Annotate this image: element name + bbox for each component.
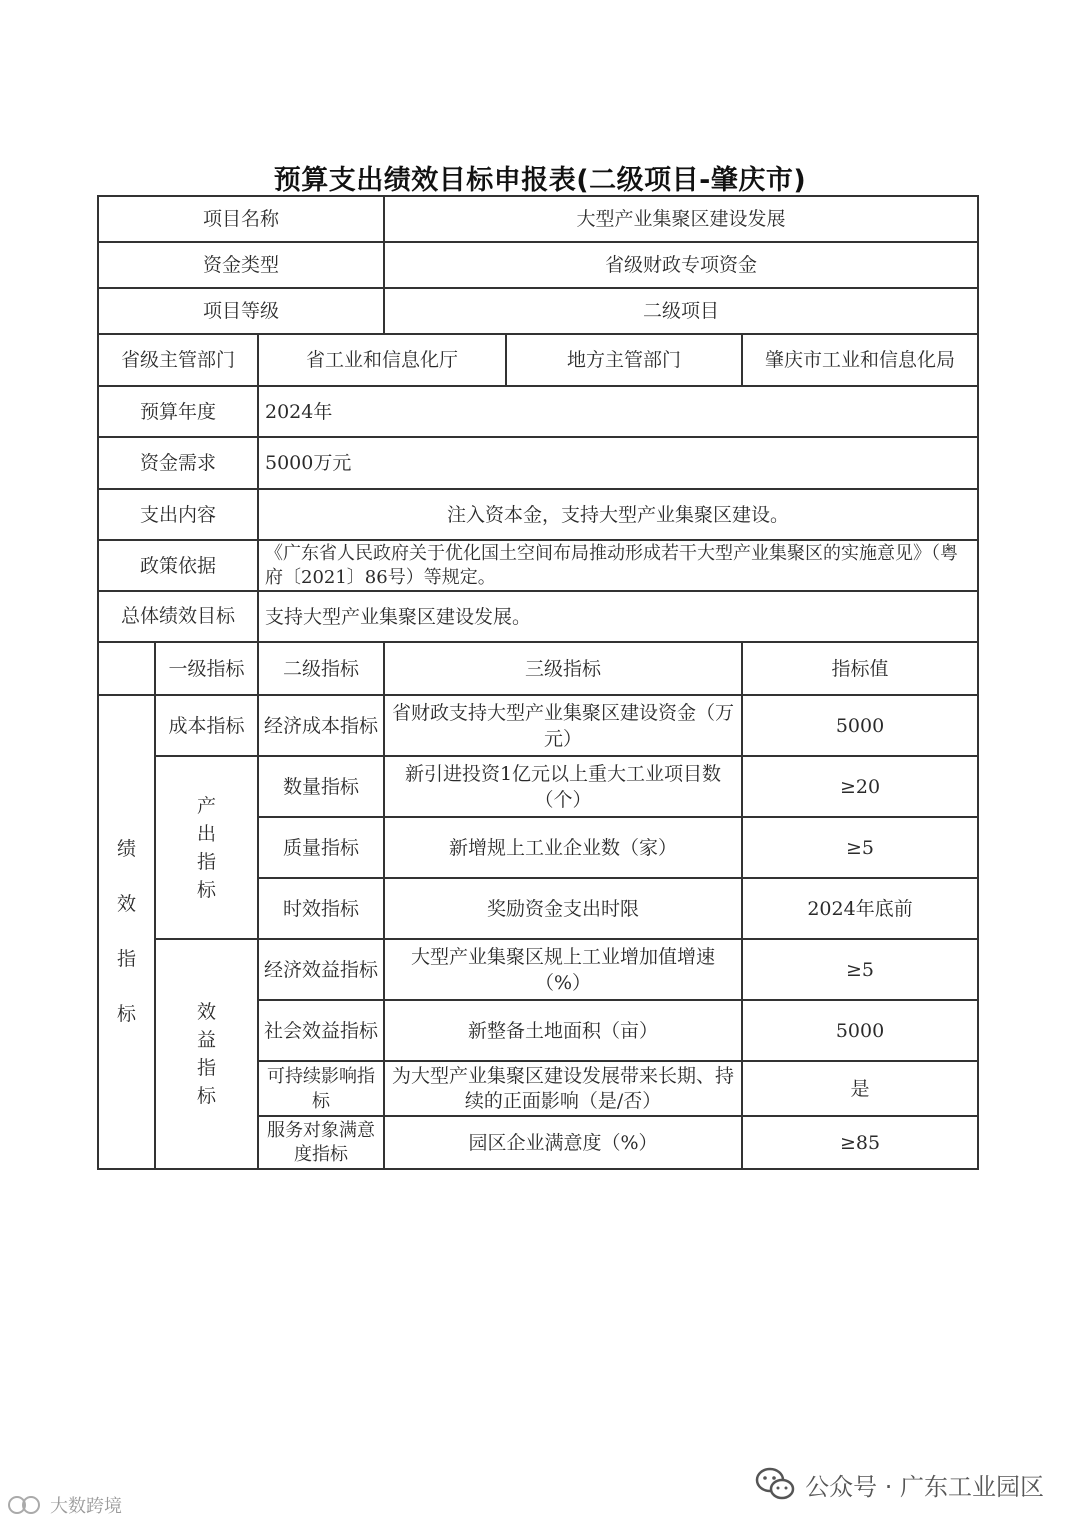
level2-cell: 可持续影响指标 <box>258 1061 384 1116</box>
project-name-value: 大型产业集聚区建设发展 <box>384 196 978 242</box>
wechat-icon <box>755 1467 795 1501</box>
page-title: 预算支出绩效目标申报表(二级项目-肇庆市) <box>273 165 807 196</box>
fund-type-value: 省级财政专项资金 <box>384 242 978 288</box>
project-level-value: 二级项目 <box>384 288 978 334</box>
budget-year-label: 预算年度 <box>98 386 258 437</box>
project-name-label: 项目名称 <box>98 196 384 242</box>
level2-cell: 质量指标 <box>258 817 384 878</box>
level3-cell: 新引进投资1亿元以上重大工业项目数（个） <box>384 756 742 817</box>
watermark <box>6 1492 122 1518</box>
indicator-row <box>98 695 978 756</box>
local-dept-label: 地方主管部门 <box>506 334 742 386</box>
value-cell: 5000 <box>742 1000 978 1061</box>
watermark-logo-icon <box>6 1494 46 1516</box>
header-blank-cell <box>98 642 155 695</box>
budget-year-value: 2024年 <box>258 386 978 437</box>
spend-content-label: 支出内容 <box>98 489 258 540</box>
spend-content-value: 注入资本金，支持大型产业集聚区建设。 <box>258 489 978 540</box>
policy-label: 政策依据 <box>98 540 258 591</box>
level2-cell: 服务对象满意度指标 <box>258 1116 384 1169</box>
row-fund-demand <box>98 437 978 489</box>
performance-form-table <box>97 195 979 1170</box>
watermark-text: 大数跨境 <box>50 1496 122 1517</box>
value-cell: ≥5 <box>742 939 978 1000</box>
value-cell: 5000 <box>742 695 978 756</box>
indicator-header-row <box>98 642 978 695</box>
level3-cell: 新增规上工业企业数（家） <box>384 817 742 878</box>
value-cell: 是 <box>742 1061 978 1116</box>
row-project-name <box>98 196 978 242</box>
header-level1: 一级指标 <box>155 642 258 695</box>
fund-type-label: 资金类型 <box>98 242 384 288</box>
level3-cell: 大型产业集聚区规上工业增加值增速（%） <box>384 939 742 1000</box>
level3-cell: 省财政支持大型产业集聚区建设资金（万元） <box>384 695 742 756</box>
policy-value: 《广东省人民政府关于优化国土空间布局推动形成若干大型产业集聚区的实施意见》（粤府〔2021〕86号）等规定。 <box>258 540 978 591</box>
level2-cell: 经济成本指标 <box>258 695 384 756</box>
indicator-row <box>98 756 978 817</box>
benefit-indicator-label: 效 益 指 标 <box>155 939 258 1169</box>
level2-cell: 数量指标 <box>258 756 384 817</box>
cost-indicator-label: 成本指标 <box>155 695 258 756</box>
indicator-row <box>98 939 978 1000</box>
row-departments <box>98 334 978 386</box>
header-value: 指标值 <box>742 642 978 695</box>
level2-cell: 经济效益指标 <box>258 939 384 1000</box>
row-policy <box>98 540 978 591</box>
level3-cell: 新整备土地面积（亩） <box>384 1000 742 1061</box>
level3-cell: 奖励资金支出时限 <box>384 878 742 939</box>
project-level-label: 项目等级 <box>98 288 384 334</box>
row-spend-content <box>98 489 978 540</box>
header-level3: 三级指标 <box>384 642 742 695</box>
value-cell: ≥20 <box>742 756 978 817</box>
row-overall-goal <box>98 591 978 642</box>
header-level2: 二级指标 <box>258 642 384 695</box>
value-cell: 2024年底前 <box>742 878 978 939</box>
value-cell: ≥5 <box>742 817 978 878</box>
prov-dept-label: 省级主管部门 <box>98 334 258 386</box>
output-indicator-label: 产 出 指 标 <box>155 756 258 939</box>
wechat-account-name: 公众号 · 广东工业园区 <box>805 1472 1044 1501</box>
overall-goal-label: 总体绩效目标 <box>98 591 258 642</box>
prov-dept-value: 省工业和信息化厅 <box>258 334 506 386</box>
wechat-account-footer <box>755 1464 1044 1504</box>
local-dept-value: 肇庆市工业和信息化局 <box>742 334 978 386</box>
level2-cell: 时效指标 <box>258 878 384 939</box>
level3-cell: 园区企业满意度（%） <box>384 1116 742 1169</box>
perf-indicator-label: 绩 效 指 标 <box>98 695 155 1169</box>
level3-cell: 为大型产业集聚区建设发展带来长期、持续的正面影响（是/否） <box>384 1061 742 1116</box>
row-budget-year <box>98 386 978 437</box>
overall-goal-value: 支持大型产业集聚区建设发展。 <box>258 591 978 642</box>
fund-demand-label: 资金需求 <box>98 437 258 489</box>
row-fund-type <box>98 242 978 288</box>
value-cell: ≥85 <box>742 1116 978 1169</box>
fund-demand-value: 5000万元 <box>258 437 978 489</box>
row-project-level <box>98 288 978 334</box>
level2-cell: 社会效益指标 <box>258 1000 384 1061</box>
